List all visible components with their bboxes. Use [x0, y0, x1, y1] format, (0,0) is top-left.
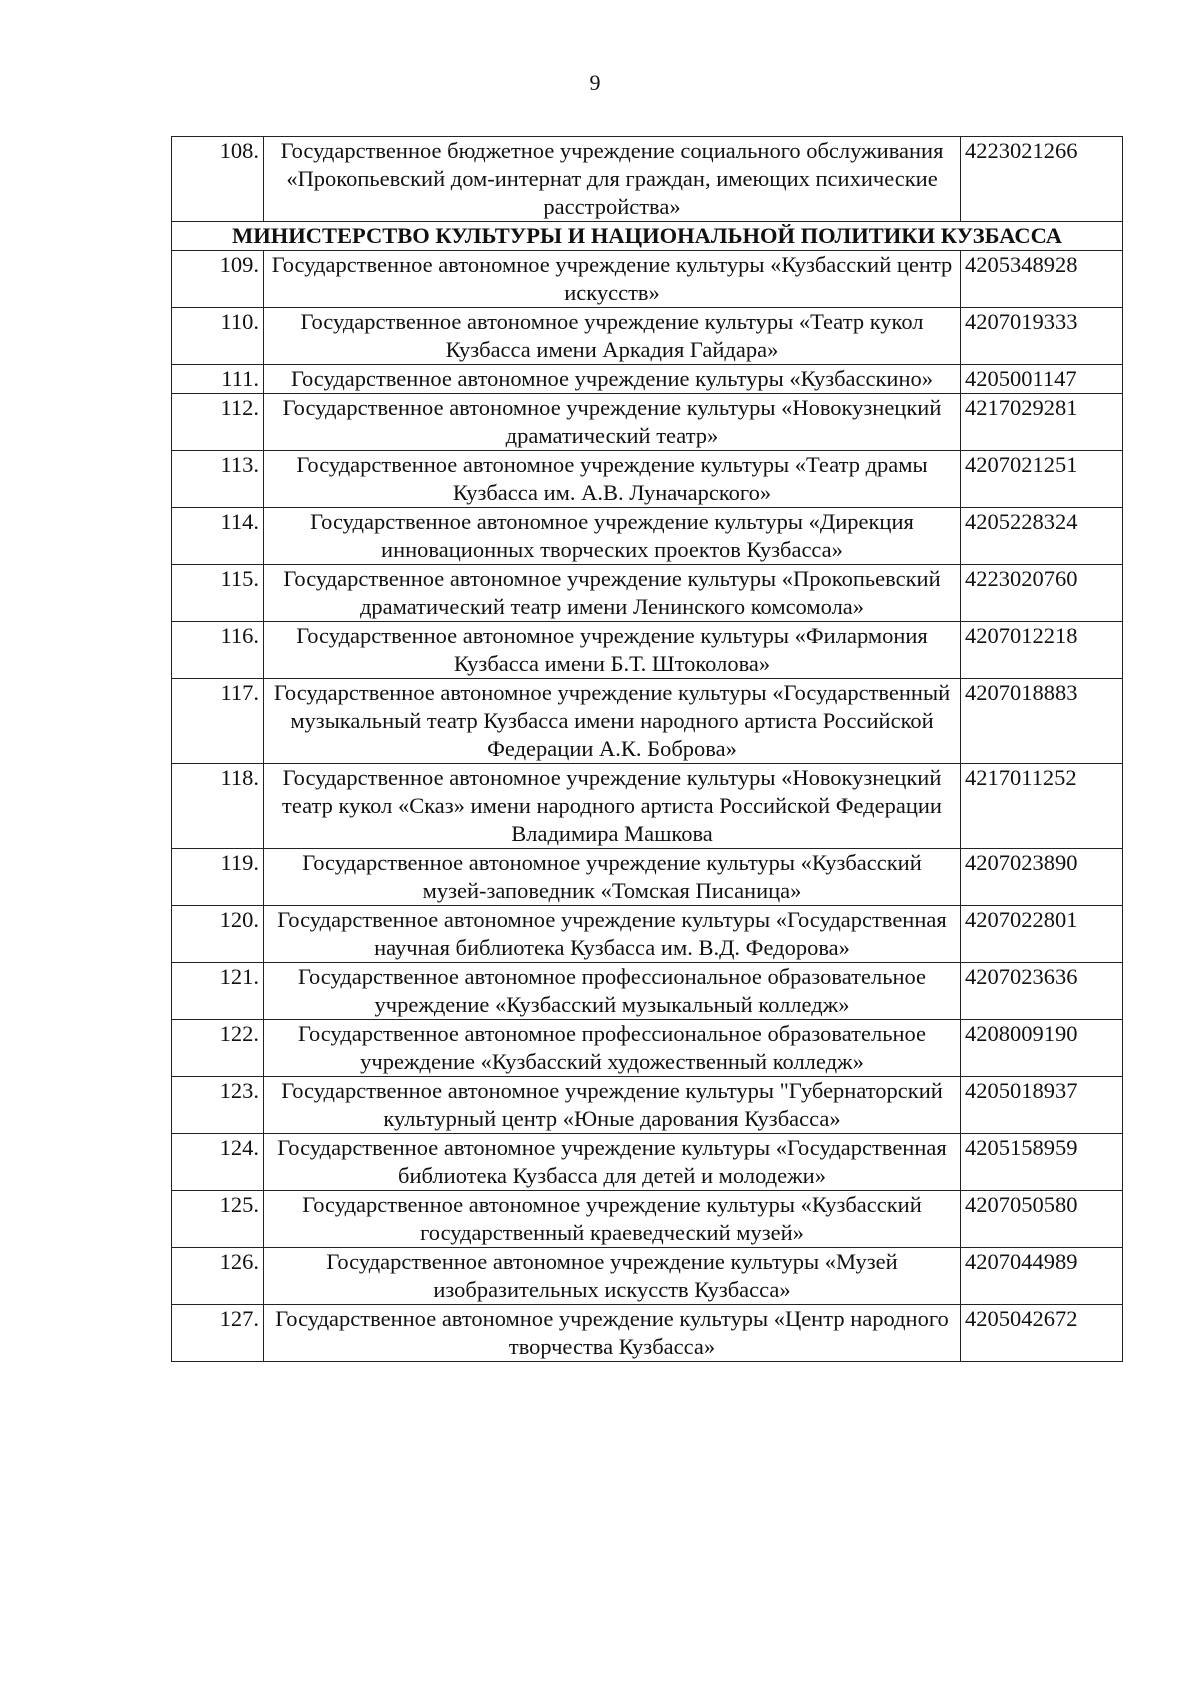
row-number: 111.: [172, 365, 264, 394]
inn-code: 4205001147: [961, 365, 1123, 394]
inn-code: 4205228324: [961, 508, 1123, 565]
table-row: [172, 849, 1123, 906]
inn-code: 4207044989: [961, 1248, 1123, 1305]
organization-name: Государственное автономное учреждение культуры «Театр кукол Кузбасса имени Аркадия Гайдара»: [264, 308, 961, 365]
organization-name: Государственное автономное учреждение культуры «Государственный музыкальный театр Кузбасса имени народного артиста Российской Федерации А.К. Боброва»: [264, 679, 961, 764]
page-number: 9: [589, 70, 601, 95]
organization-name: Государственное автономное учреждение культуры «Кузбасский государственный краеведческий музей»: [264, 1191, 961, 1248]
table-row: [172, 1248, 1123, 1305]
section-header-row: [172, 222, 1123, 251]
table-row: [172, 764, 1123, 849]
row-number: 119.: [172, 849, 264, 906]
inn-code: 4217011252: [961, 764, 1123, 849]
table-row: [172, 565, 1123, 622]
organization-name: Государственное автономное учреждение культуры «Государственная научная библиотека Кузбасса им. В.Д. Федорова»: [264, 906, 961, 963]
table-row: [172, 1134, 1123, 1191]
table-row: [172, 451, 1123, 508]
inn-code: 4207023890: [961, 849, 1123, 906]
organization-name: Государственное автономное профессиональное образовательное учреждение «Кузбасский художественный колледж»: [264, 1020, 961, 1077]
row-number: 109.: [172, 251, 264, 308]
table-row: [172, 137, 1123, 222]
organization-name: Государственное бюджетное учреждение социального обслуживания «Прокопьевский дом-интернат для граждан, имеющих психические расстройства»: [264, 137, 961, 222]
organization-name: Государственное автономное учреждение культуры «Дирекция инновационных творческих проектов Кузбасса»: [264, 508, 961, 565]
table-body-before-section: [172, 137, 1123, 222]
inn-code: 4207022801: [961, 906, 1123, 963]
row-number: 112.: [172, 394, 264, 451]
section-header-group: [172, 222, 1123, 251]
row-number: 113.: [172, 451, 264, 508]
organization-name: Государственное автономное учреждение культуры «Центр народного творчества Кузбасса»: [264, 1305, 961, 1362]
table-body-after-section: [172, 251, 1123, 1362]
organization-name: Государственное автономное учреждение культуры «Филармония Кузбасса имени Б.Т. Штоколова»: [264, 622, 961, 679]
organization-name: Государственное автономное учреждение культуры «Кузбасский музей-заповедник «Томская Писаница»: [264, 849, 961, 906]
section-title: МИНИСТЕРСТВО КУЛЬТУРЫ И НАЦИОНАЛЬНОЙ ПОЛИТИКИ КУЗБАССА: [172, 222, 1123, 251]
organization-name: Государственное автономное учреждение культуры «Государственная библиотека Кузбасса для детей и молодежи»: [264, 1134, 961, 1191]
inn-code: 4205042672: [961, 1305, 1123, 1362]
organization-name: Государственное автономное учреждение культуры «Новокузнецкий драматический театр»: [264, 394, 961, 451]
table-row: [172, 394, 1123, 451]
organizations-table: [171, 136, 1123, 1362]
inn-code: 4217029281: [961, 394, 1123, 451]
table-row: [172, 622, 1123, 679]
table-row: [172, 508, 1123, 565]
table-row: [172, 1191, 1123, 1248]
inn-code: 4223021266: [961, 137, 1123, 222]
inn-code: 4207023636: [961, 963, 1123, 1020]
inn-code: 4207012218: [961, 622, 1123, 679]
row-number: 114.: [172, 508, 264, 565]
row-number: 115.: [172, 565, 264, 622]
row-number: 108.: [172, 137, 264, 222]
organization-name: Государственное автономное учреждение культуры «Музей изобразительных искусств Кузбасса»: [264, 1248, 961, 1305]
inn-code: 4208009190: [961, 1020, 1123, 1077]
table-row: [172, 963, 1123, 1020]
inn-code: 4207050580: [961, 1191, 1123, 1248]
table-row: [172, 1020, 1123, 1077]
table-row: [172, 308, 1123, 365]
row-number: 125.: [172, 1191, 264, 1248]
row-number: 127.: [172, 1305, 264, 1362]
table-row: [172, 906, 1123, 963]
organization-name: Государственное автономное учреждение культуры «Новокузнецкий театр кукол «Сказ» имени народного артиста Российской Федерации Владимира Машкова: [264, 764, 961, 849]
organization-name: Государственное автономное учреждение культуры "Губернаторский культурный центр «Юные дарования Кузбасса»: [264, 1077, 961, 1134]
row-number: 117.: [172, 679, 264, 764]
organization-name: Государственное автономное профессиональное образовательное учреждение «Кузбасский музыкальный колледж»: [264, 963, 961, 1020]
table-row: [172, 679, 1123, 764]
row-number: 110.: [172, 308, 264, 365]
inn-code: 4205348928: [961, 251, 1123, 308]
organization-name: Государственное автономное учреждение культуры «Кузбасскино»: [264, 365, 961, 394]
inn-code: 4223020760: [961, 565, 1123, 622]
table-row: [172, 251, 1123, 308]
table-row: [172, 365, 1123, 394]
table-row: [172, 1305, 1123, 1362]
table-row: [172, 1077, 1123, 1134]
organization-name: Государственное автономное учреждение культуры «Кузбасский центр искусств»: [264, 251, 961, 308]
row-number: 123.: [172, 1077, 264, 1134]
row-number: 118.: [172, 764, 264, 849]
inn-code: 4207021251: [961, 451, 1123, 508]
inn-code: 4205018937: [961, 1077, 1123, 1134]
organization-name: Государственное автономное учреждение культуры «Театр драмы Кузбасса им. А.В. Луначарского»: [264, 451, 961, 508]
row-number: 120.: [172, 906, 264, 963]
row-number: 121.: [172, 963, 264, 1020]
row-number: 124.: [172, 1134, 264, 1191]
inn-code: 4207019333: [961, 308, 1123, 365]
inn-code: 4205158959: [961, 1134, 1123, 1191]
row-number: 116.: [172, 622, 264, 679]
row-number: 126.: [172, 1248, 264, 1305]
row-number: 122.: [172, 1020, 264, 1077]
inn-code: 4207018883: [961, 679, 1123, 764]
organization-name: Государственное автономное учреждение культуры «Прокопьевский драматический театр имени Ленинского комсомола»: [264, 565, 961, 622]
